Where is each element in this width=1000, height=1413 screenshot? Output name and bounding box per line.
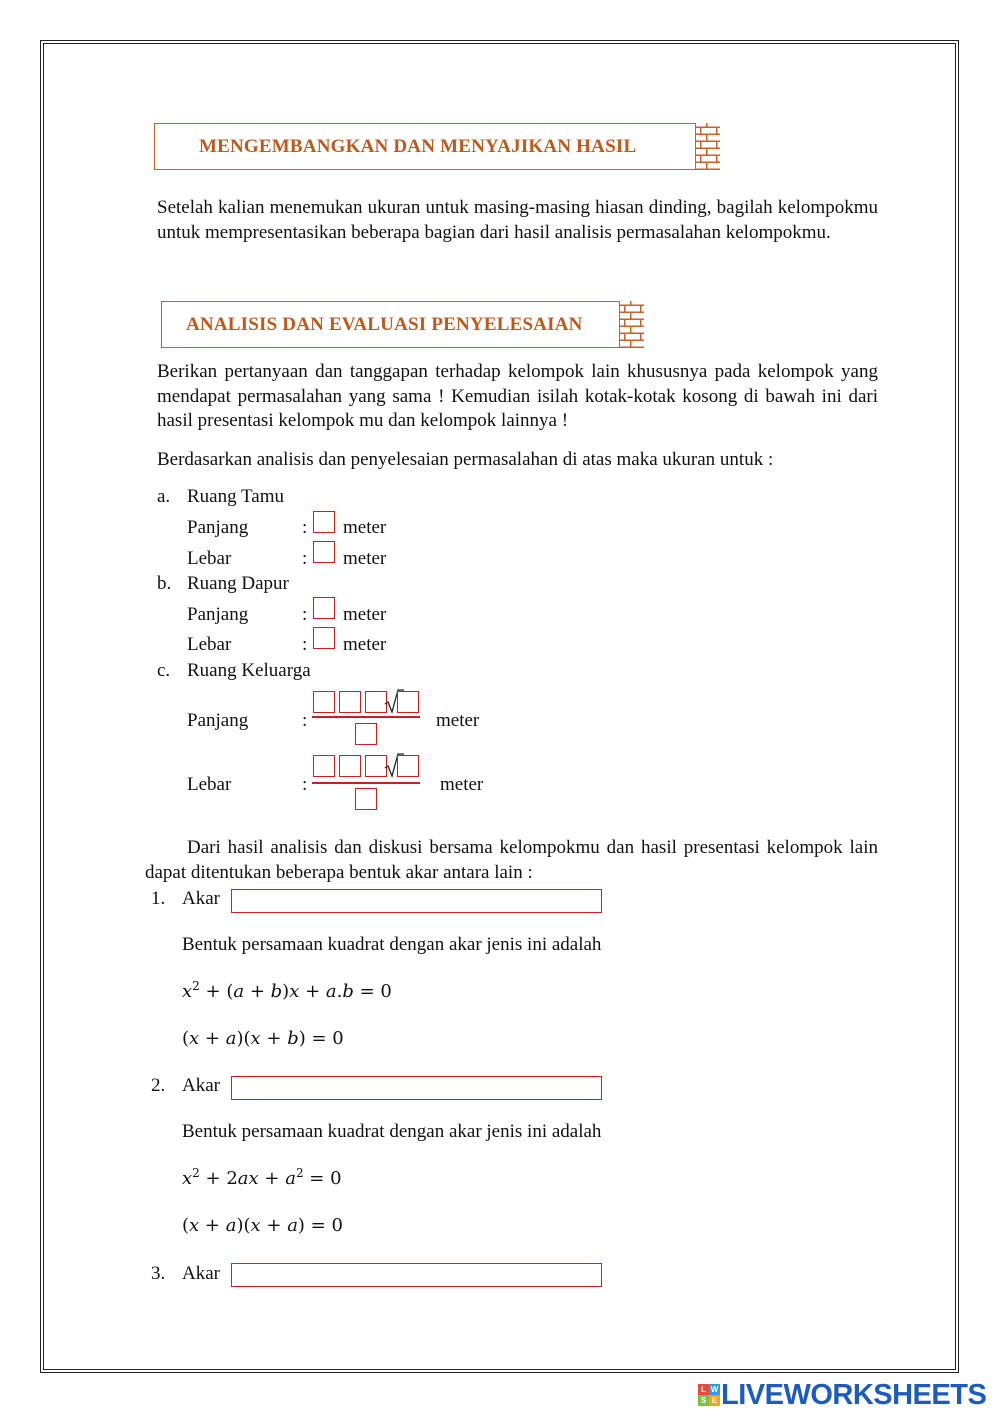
colon: : (302, 774, 308, 795)
radicand-box[interactable] (397, 691, 419, 713)
root-description: Bentuk persamaan kuadrat dengan akar jenis ini adalah (182, 934, 602, 955)
unit-label: meter (440, 774, 484, 795)
fraction-bar (312, 716, 420, 718)
liveworksheets-logo (698, 1380, 986, 1410)
intro-paragraph: Setelah kalian menemukan ukuran untuk masing-masing hiasan dinding, bagilah kelompokmu untuk mempresentasikan beberapa bagian dari hasil analisis permasalahan kelompokmu. (157, 197, 878, 243)
root-description: Bentuk persamaan kuadrat dengan akar jenis ini adalah (182, 1121, 602, 1142)
room-name: Ruang Dapur (187, 573, 289, 594)
unit-label: meter (436, 710, 480, 731)
row-label: Lebar (187, 634, 232, 655)
root-number: 2. (151, 1075, 166, 1096)
logo-icon-letter: L (698, 1384, 709, 1395)
answer-box[interactable] (313, 541, 335, 563)
discussion-text: Dari hasil analisis dan diskusi bersama kelompokmu dan hasil presentasi kelompok lain dapat ditentukan beberapa bentuk akar antara lain : (145, 837, 878, 883)
numerator-box[interactable] (313, 755, 335, 777)
heading-text: MENGEMBANGKAN DAN MENYAJIKAN HASIL (199, 135, 637, 157)
colon: : (302, 710, 308, 731)
logo-icon-letter: W (710, 1385, 719, 1394)
root-label: Akar (182, 1263, 220, 1284)
brick-icon (619, 301, 644, 348)
section-heading-develop (154, 123, 720, 170)
root-number: 1. (151, 888, 166, 909)
discussion-paragraph (145, 836, 878, 885)
room-marker: b. (157, 573, 172, 594)
root-number: 3. (151, 1263, 166, 1284)
root-answer-input[interactable] (231, 1076, 602, 1100)
fraction-bar (312, 782, 420, 784)
row-label: Panjang (187, 604, 249, 625)
factored-equation: (x + a)(x + b) = 0 (182, 1028, 344, 1049)
unit-label: meter (343, 634, 387, 655)
logo-icon-letter: E (709, 1395, 720, 1406)
root-label: Akar (182, 888, 220, 909)
room-marker: a. (157, 486, 171, 507)
room-marker: c. (157, 660, 171, 681)
numerator-box[interactable] (339, 691, 361, 713)
answer-box[interactable] (313, 511, 335, 533)
brick-icon (695, 123, 720, 170)
logo-icon (698, 1384, 720, 1406)
unit-label: meter (343, 517, 387, 538)
quadratic-equation: $x^2 + (a + b)x + a.b = 0$ (182, 979, 392, 1002)
root-label: Akar (182, 1075, 220, 1096)
instruction-paragraph: Berikan pertanyaan dan tanggapan terhadap kelompok lain khususnya pada kelompok yang mendapat permasalahan yang sama ! Kemudian isilah kotak-kotak kosong di bawah ini dari hasil presentasi kelompok mu dan kelompok lainnya ! (157, 361, 878, 431)
summary-intro: Berdasarkan analisis dan penyelesaian permasalahan di atas maka ukuran untuk : (157, 449, 774, 470)
unit-label: meter (343, 604, 387, 625)
numerator-box[interactable] (339, 755, 361, 777)
unit-label: meter (343, 548, 387, 569)
root-answer-input[interactable] (231, 889, 602, 913)
colon: : (302, 634, 308, 655)
colon: : (302, 548, 308, 569)
answer-box[interactable] (313, 627, 335, 649)
row-label: Panjang (187, 517, 249, 538)
logo-icon-letter: S (698, 1395, 709, 1406)
denominator-box[interactable] (355, 723, 377, 745)
numerator-box[interactable] (313, 691, 335, 713)
heading-text: ANALISIS DAN EVALUASI PENYELESAIAN (186, 313, 583, 335)
factored-equation: (x + a)(x + a) = 0 (182, 1215, 343, 1236)
root-answer-input[interactable] (231, 1263, 602, 1287)
brand-name: LIVEWORKSHEETS (721, 1378, 987, 1411)
room-name: Ruang Tamu (187, 486, 285, 507)
radicand-box[interactable] (397, 755, 419, 777)
quadratic-equation: $x^2 + 2ax + a^2 = 0$ (182, 1166, 342, 1189)
row-label: Lebar (187, 774, 232, 795)
denominator-box[interactable] (355, 788, 377, 810)
section-heading-analysis (161, 301, 644, 348)
room-name: Ruang Keluarga (187, 660, 311, 681)
row-label: Panjang (187, 710, 249, 731)
answer-box[interactable] (313, 597, 335, 619)
colon: : (302, 517, 308, 538)
row-label: Lebar (187, 548, 232, 569)
colon: : (302, 604, 308, 625)
